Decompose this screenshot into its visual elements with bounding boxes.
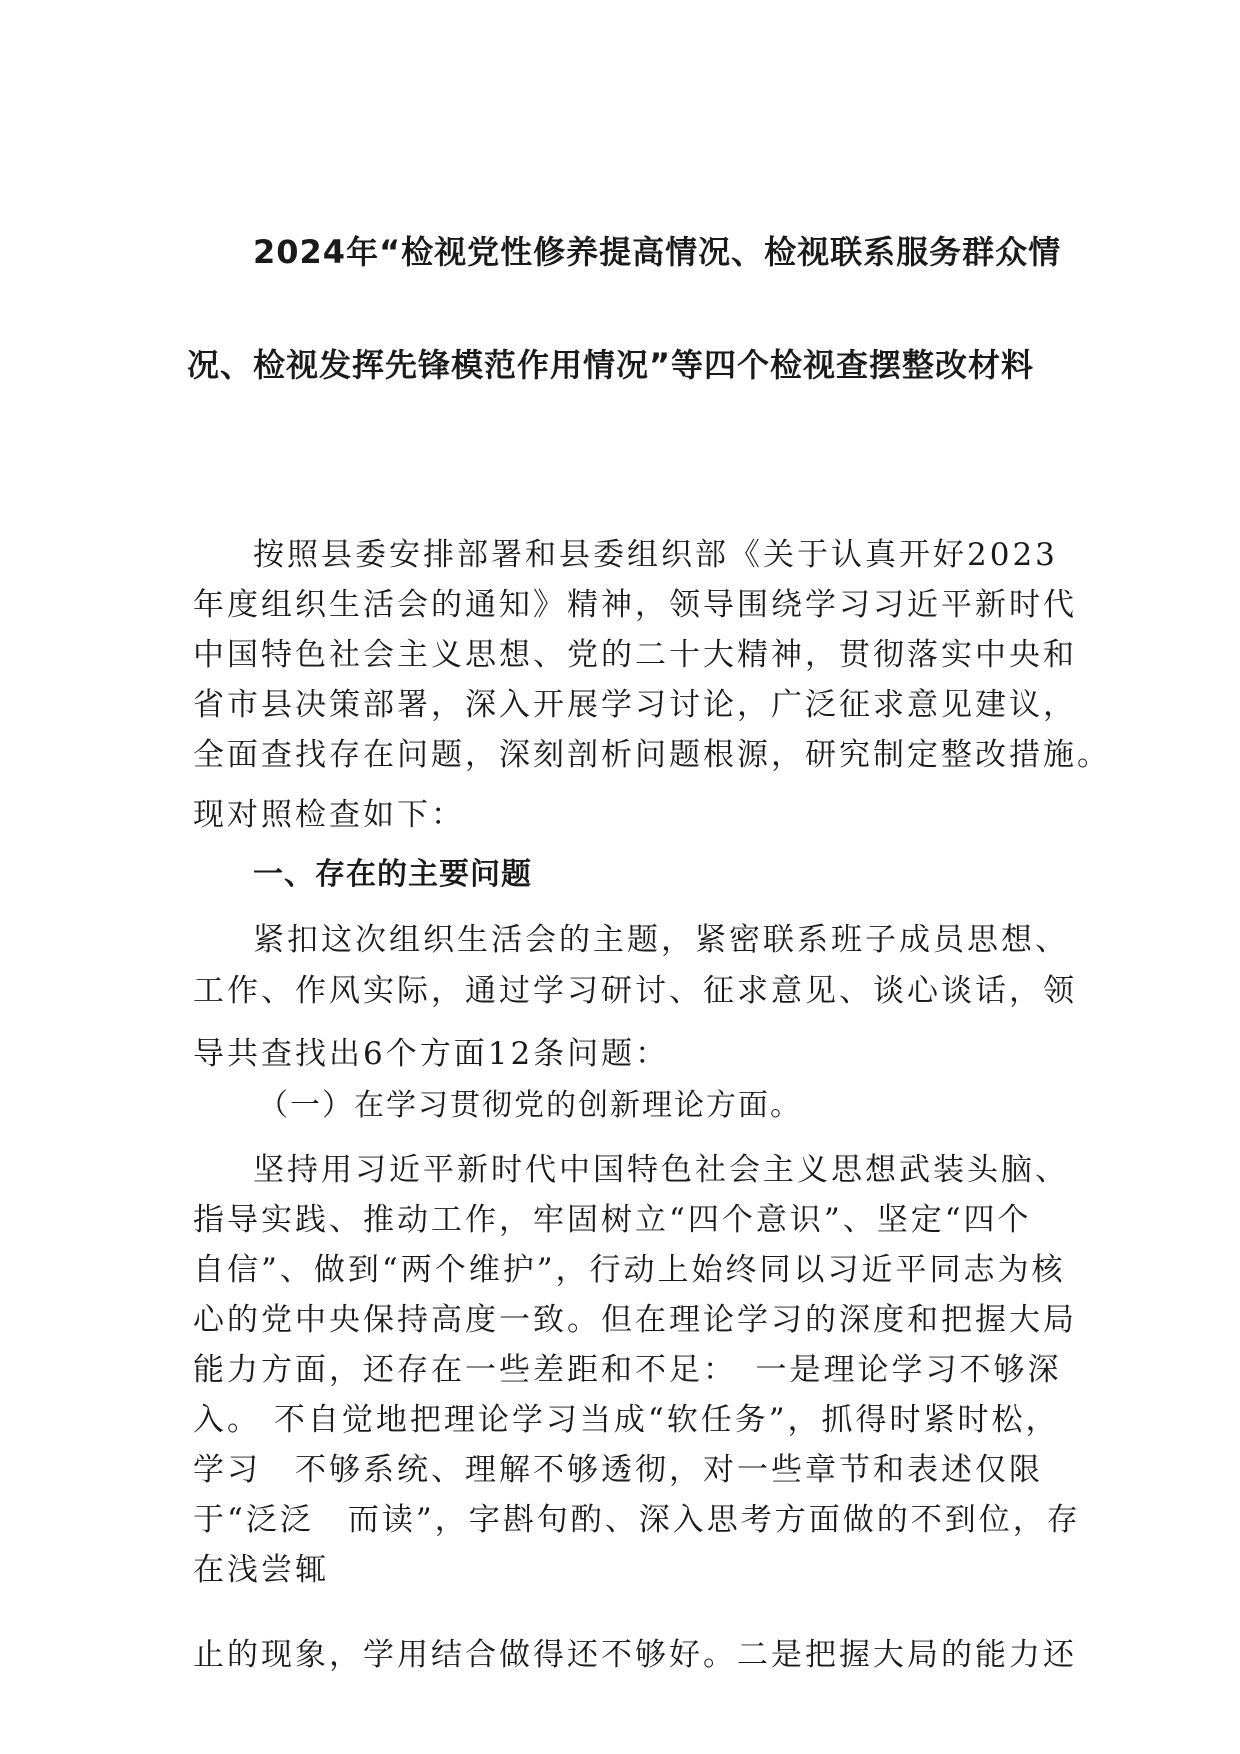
intro-line: 中国特色社会主义思想、党的二十大精神，贯彻落实中央和	[193, 637, 1077, 673]
intro-line: 省市县决策部署，深入开展学习讨论，广泛征求意见建议，	[193, 687, 1077, 723]
intro-line: 现对照检查如下：	[193, 797, 465, 833]
section-heading: 一、存在的主要问题	[253, 857, 532, 892]
section-paragraph-line: 工作、作风实际，通过学习研讨、征求意见、谈心谈话，领	[193, 973, 1077, 1009]
subsection-heading: （一）在学习贯彻党的创新理论方面。	[258, 1088, 802, 1123]
body-line: 止的现象，学用结合做得还不够好。二是把握大局的能力还	[193, 1637, 1077, 1673]
body-line: 自信”、做到“两个维护”，行动上始终同以习近平同志为核	[193, 1252, 1066, 1288]
section-paragraph-line: 导共查找出6个方面12条问题：	[193, 1036, 670, 1072]
document-title-line-2: 况、检视发挥先锋模范作用情况”等四个检视查摆整改材料	[187, 346, 1035, 384]
body-line: 坚持用习近平新时代中国特色社会主义思想武装头脑、	[253, 1152, 1069, 1188]
body-line: 指导实践、推动工作，牢固树立“四个意识”、坚定“四个	[193, 1202, 1032, 1238]
body-line: 于“泛泛 而读”，字斟句酌、深入思考方面做的不到位，存	[193, 1502, 1081, 1538]
section-paragraph-line: 紧扣这次组织生活会的主题，紧密联系班子成员思想、	[253, 922, 1069, 958]
body-line: 入。 不自觉地把理论学习当成“软任务”，抓得时紧时松，	[193, 1402, 1060, 1438]
body-line: 能力方面，还存在一些差距和不足： 一是理论学习不够深	[193, 1352, 1062, 1388]
body-line: 学习 不够系统、理解不够透彻，对一些章节和表述仅限	[193, 1452, 1043, 1488]
intro-line: 按照县委安排部署和县委组织部《关于认真开好2023	[253, 537, 1058, 573]
intro-line: 年度组织生活会的通知》精神，领导围绕学习习近平新时代	[193, 587, 1077, 623]
document-title-line-1: 2024年“检视党性修养提高情况、检视联系服务群众情	[253, 233, 1062, 271]
body-line: 在浅尝辄	[193, 1552, 329, 1588]
intro-line: 全面查找存在问题，深刻剖析问题根源，研究制定整改措施。	[193, 737, 1111, 773]
body-line: 心的党中央保持高度一致。但在理论学习的深度和把握大局	[193, 1302, 1077, 1338]
